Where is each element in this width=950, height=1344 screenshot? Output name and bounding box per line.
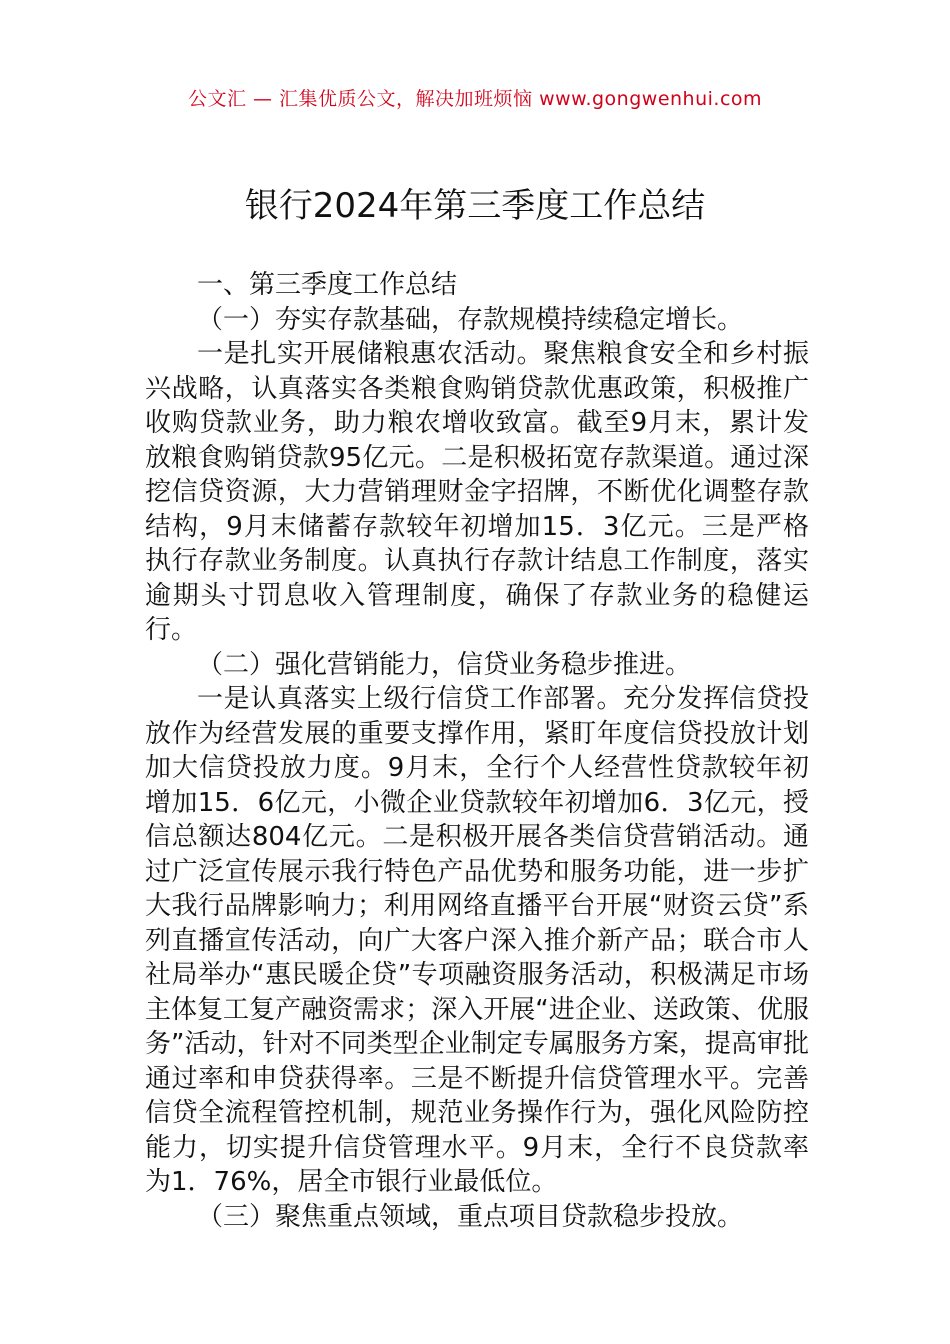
subsection-heading: （二）强化营销能力，信贷业务稳步推进。 xyxy=(197,649,692,680)
paragraph: 一是认真落实上级行信贷工作部署。充分发挥信贷投放作为经营发展的重要支撑作用，紧盯年度信贷投放计划加大信贷投放力度。9月末，全行个人经营性贷款较年初增加15．6亿元，小微企业贷款较年初增加6．3亿元，授信总额达804亿元。二是积极开展各类信贷营销活动。通过广泛宣传展示我行特色产品优势和服务功能，进一步扩大我行品牌影响力；利用网络直播平台开展“财资云贷”系列直播宣传活动，向广大客户深入推介新产品；联合市人社局举办“惠民暖企贷”专项融资服务活动，积极满足市场主体复工复产融资需求；深入开展“进企业、送政策、优服务”活动，针对不同类型企业制定专属服务方案，提高审批通过率和申贷获得率。三是不断提升信贷管理水平。完善信贷全流程管控机制，规范业务操作行为，强化风险防控能力，切实提升信贷管理水平。9月末，全行不良贷款率为1．76%，居全市银行业最低位。 xyxy=(145,684,809,1197)
section-heading: 一、第三季度工作总结 xyxy=(197,270,458,300)
subsection-heading: （一）夯实存款基础，存款规模持续稳定增长。 xyxy=(197,304,744,335)
document-title: 银行2024年第三季度工作总结 xyxy=(244,186,706,226)
watermark-header: 公文汇 — 汇集优质公文，解决加班烦恼 www.gongwenhui.com xyxy=(187,88,763,110)
document-body xyxy=(145,268,809,1234)
paragraph: 一是扎实开展储粮惠农活动。聚焦粮食安全和乡村振兴战略，认真落实各类粮食购销贷款优惠政策，积极推广收购贷款业务，助力粮农增收致富。截至9月末，累计发放粮食购销贷款95亿元。二是积极拓宽存款渠道。通过深挖信贷资源，大力营销理财金字招牌，不断优化调整存款结构，9月末储蓄存款较年初增加15．3亿元。三是严格执行存款业务制度。认真执行存款计结息工作制度，落实逾期头寸罚息收入管理制度，确保了存款业务的稳健运行。 xyxy=(145,339,809,645)
subsection-heading: （三）聚焦重点领域，重点项目贷款稳步投放。 xyxy=(197,1201,744,1232)
